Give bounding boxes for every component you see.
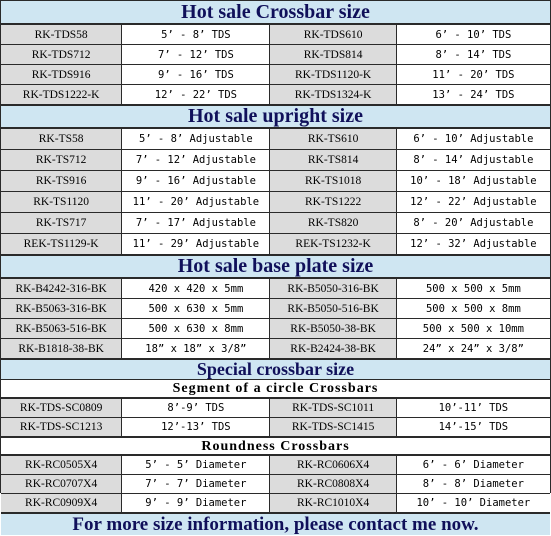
size-range-cell: 10’ - 18’ Adjustable bbox=[396, 171, 550, 192]
size-range-cell: 8’ - 8’ Diameter bbox=[396, 475, 550, 494]
size-range-cell: 420 x 420 x 5mm bbox=[122, 279, 270, 299]
model-code-cell: RK-TS1222 bbox=[270, 192, 396, 213]
upright-section-title: Hot sale upright size bbox=[1, 105, 550, 128]
special-section-title: Special crossbar size bbox=[1, 359, 550, 380]
upright-table bbox=[1, 128, 550, 255]
model-code-cell: RK-TDS58 bbox=[1, 25, 122, 45]
model-code-cell: REK-TS1129-K bbox=[1, 234, 122, 255]
table-row bbox=[1, 171, 550, 192]
model-code-cell: RK-TDS814 bbox=[270, 45, 396, 65]
size-range-cell: 10’-11’ TDS bbox=[396, 399, 550, 418]
model-code-cell: RK-B5050-516-BK bbox=[270, 299, 396, 319]
table-row bbox=[1, 418, 550, 437]
size-range-cell: 7’ - 7’ Diameter bbox=[122, 475, 270, 494]
size-range-cell: 7’ - 17’ Adjustable bbox=[122, 213, 270, 234]
size-range-cell: 18” x 18” x 3/8” bbox=[122, 339, 270, 359]
segment-table bbox=[1, 398, 550, 437]
table-row bbox=[1, 65, 550, 85]
model-code-cell: RK-TDS712 bbox=[1, 45, 122, 65]
model-code-cell: RK-TS820 bbox=[270, 213, 396, 234]
table-row bbox=[1, 192, 550, 213]
size-range-cell: 7’ - 12’ Adjustable bbox=[122, 150, 270, 171]
size-range-cell: 500 x 630 x 8mm bbox=[122, 319, 270, 339]
model-code-cell: RK-B5063-316-BK bbox=[1, 299, 122, 319]
size-range-cell: 8’ - 14’ Adjustable bbox=[396, 150, 550, 171]
crossbar-section-title: Hot sale Crossbar size bbox=[1, 1, 550, 24]
size-range-cell: 11’ - 20’ Adjustable bbox=[122, 192, 270, 213]
size-range-cell: 12’-13’ TDS bbox=[122, 418, 270, 437]
size-range-cell: 9’ - 16’ TDS bbox=[122, 65, 270, 85]
size-range-cell: 500 x 630 x 5mm bbox=[122, 299, 270, 319]
size-range-cell: 14’-15’ TDS bbox=[396, 418, 550, 437]
model-code-cell: RK-B5050-316-BK bbox=[270, 279, 396, 299]
base-plate-table bbox=[1, 278, 550, 359]
table-row bbox=[1, 129, 550, 150]
model-code-cell: RK-RC0505X4 bbox=[1, 456, 122, 475]
table-row bbox=[1, 279, 550, 299]
model-code-cell: RK-TS1018 bbox=[270, 171, 396, 192]
size-range-cell: 6’ - 10’ TDS bbox=[396, 25, 550, 45]
size-range-cell: 12’ - 22’ Adjustable bbox=[396, 192, 550, 213]
model-code-cell: RK-B5063-516-BK bbox=[1, 319, 122, 339]
segment-subtitle: Segment of a circle Crossbars bbox=[1, 380, 550, 398]
size-range-cell: 8’ - 20’ Adjustable bbox=[396, 213, 550, 234]
model-code-cell: RK-RC0909X4 bbox=[1, 494, 122, 513]
model-code-cell: RK-TS610 bbox=[270, 129, 396, 150]
model-code-cell: RK-TDS-SC1415 bbox=[270, 418, 396, 437]
table-row bbox=[1, 494, 550, 513]
size-range-cell: 5’ - 8’ Adjustable bbox=[122, 129, 270, 150]
model-code-cell: RK-RC0707X4 bbox=[1, 475, 122, 494]
size-range-cell: 5’ - 5’ Diameter bbox=[122, 456, 270, 475]
model-code-cell: RK-TS814 bbox=[270, 150, 396, 171]
size-range-cell: 8’ - 14’ TDS bbox=[396, 45, 550, 65]
table-row bbox=[1, 456, 550, 475]
size-range-cell: 6’ - 10’ Adjustable bbox=[396, 129, 550, 150]
size-range-cell: 24” x 24” x 3/8” bbox=[396, 339, 550, 359]
table-row bbox=[1, 150, 550, 171]
table-row bbox=[1, 45, 550, 65]
size-range-cell: 500 x 500 x 5mm bbox=[396, 279, 550, 299]
table-row bbox=[1, 319, 550, 339]
size-range-cell: 12’ - 22’ TDS bbox=[122, 85, 270, 105]
size-range-cell: 12’ - 32’ Adjustable bbox=[396, 234, 550, 255]
model-code-cell: RK-TDS-SC0809 bbox=[1, 399, 122, 418]
roundness-table bbox=[1, 455, 550, 513]
table-row bbox=[1, 299, 550, 319]
model-code-cell: RK-TS58 bbox=[1, 129, 122, 150]
table-row bbox=[1, 85, 550, 105]
model-code-cell: RK-RC0808X4 bbox=[270, 475, 396, 494]
model-code-cell: RK-TS916 bbox=[1, 171, 122, 192]
size-range-cell: 500 x 500 x 10mm bbox=[396, 319, 550, 339]
model-code-cell: RK-B1818-38-BK bbox=[1, 339, 122, 359]
size-range-cell: 11’ - 29’ Adjustable bbox=[122, 234, 270, 255]
model-code-cell: RK-RC1010X4 bbox=[270, 494, 396, 513]
table-row bbox=[1, 475, 550, 494]
size-range-cell: 8’-9’ TDS bbox=[122, 399, 270, 418]
model-code-cell: RK-B5050-38-BK bbox=[270, 319, 396, 339]
size-range-cell: 13’ - 24’ TDS bbox=[396, 85, 550, 105]
size-range-cell: 7’ - 12’ TDS bbox=[122, 45, 270, 65]
model-code-cell: RK-TDS-SC1011 bbox=[270, 399, 396, 418]
model-code-cell: RK-TDS1222-K bbox=[1, 85, 122, 105]
contact-footer: For more size information, please contact me now. bbox=[1, 513, 550, 535]
size-range-cell: 11’ - 20’ TDS bbox=[396, 65, 550, 85]
crossbar-table bbox=[1, 24, 550, 105]
model-code-cell: RK-TDS-SC1213 bbox=[1, 418, 122, 437]
table-row bbox=[1, 234, 550, 255]
table-row bbox=[1, 399, 550, 418]
size-range-cell: 500 x 500 x 8mm bbox=[396, 299, 550, 319]
size-range-cell: 9’ - 9’ Diameter bbox=[122, 494, 270, 513]
model-code-cell: RK-TDS1324-K bbox=[270, 85, 396, 105]
table-row bbox=[1, 213, 550, 234]
model-code-cell: RK-TS712 bbox=[1, 150, 122, 171]
table-row bbox=[1, 25, 550, 45]
size-range-cell: 9’ - 16’ Adjustable bbox=[122, 171, 270, 192]
roundness-subtitle: Roundness Crossbars bbox=[1, 437, 550, 455]
model-code-cell: RK-TDS1120-K bbox=[270, 65, 396, 85]
model-code-cell: RK-TS717 bbox=[1, 213, 122, 234]
size-range-cell: 6’ - 6’ Diameter bbox=[396, 456, 550, 475]
base-plate-section-title: Hot sale base plate size bbox=[1, 255, 550, 278]
model-code-cell: RK-TDS610 bbox=[270, 25, 396, 45]
model-code-cell: RK-B2424-38-BK bbox=[270, 339, 396, 359]
size-range-cell: 5’ - 8’ TDS bbox=[122, 25, 270, 45]
size-range-cell: 10’ - 10’ Diameter bbox=[396, 494, 550, 513]
model-code-cell: RK-TS1120 bbox=[1, 192, 122, 213]
model-code-cell: REK-TS1232-K bbox=[270, 234, 396, 255]
model-code-cell: RK-B4242-316-BK bbox=[1, 279, 122, 299]
table-row bbox=[1, 339, 550, 359]
model-code-cell: RK-TDS916 bbox=[1, 65, 122, 85]
model-code-cell: RK-RC0606X4 bbox=[270, 456, 396, 475]
